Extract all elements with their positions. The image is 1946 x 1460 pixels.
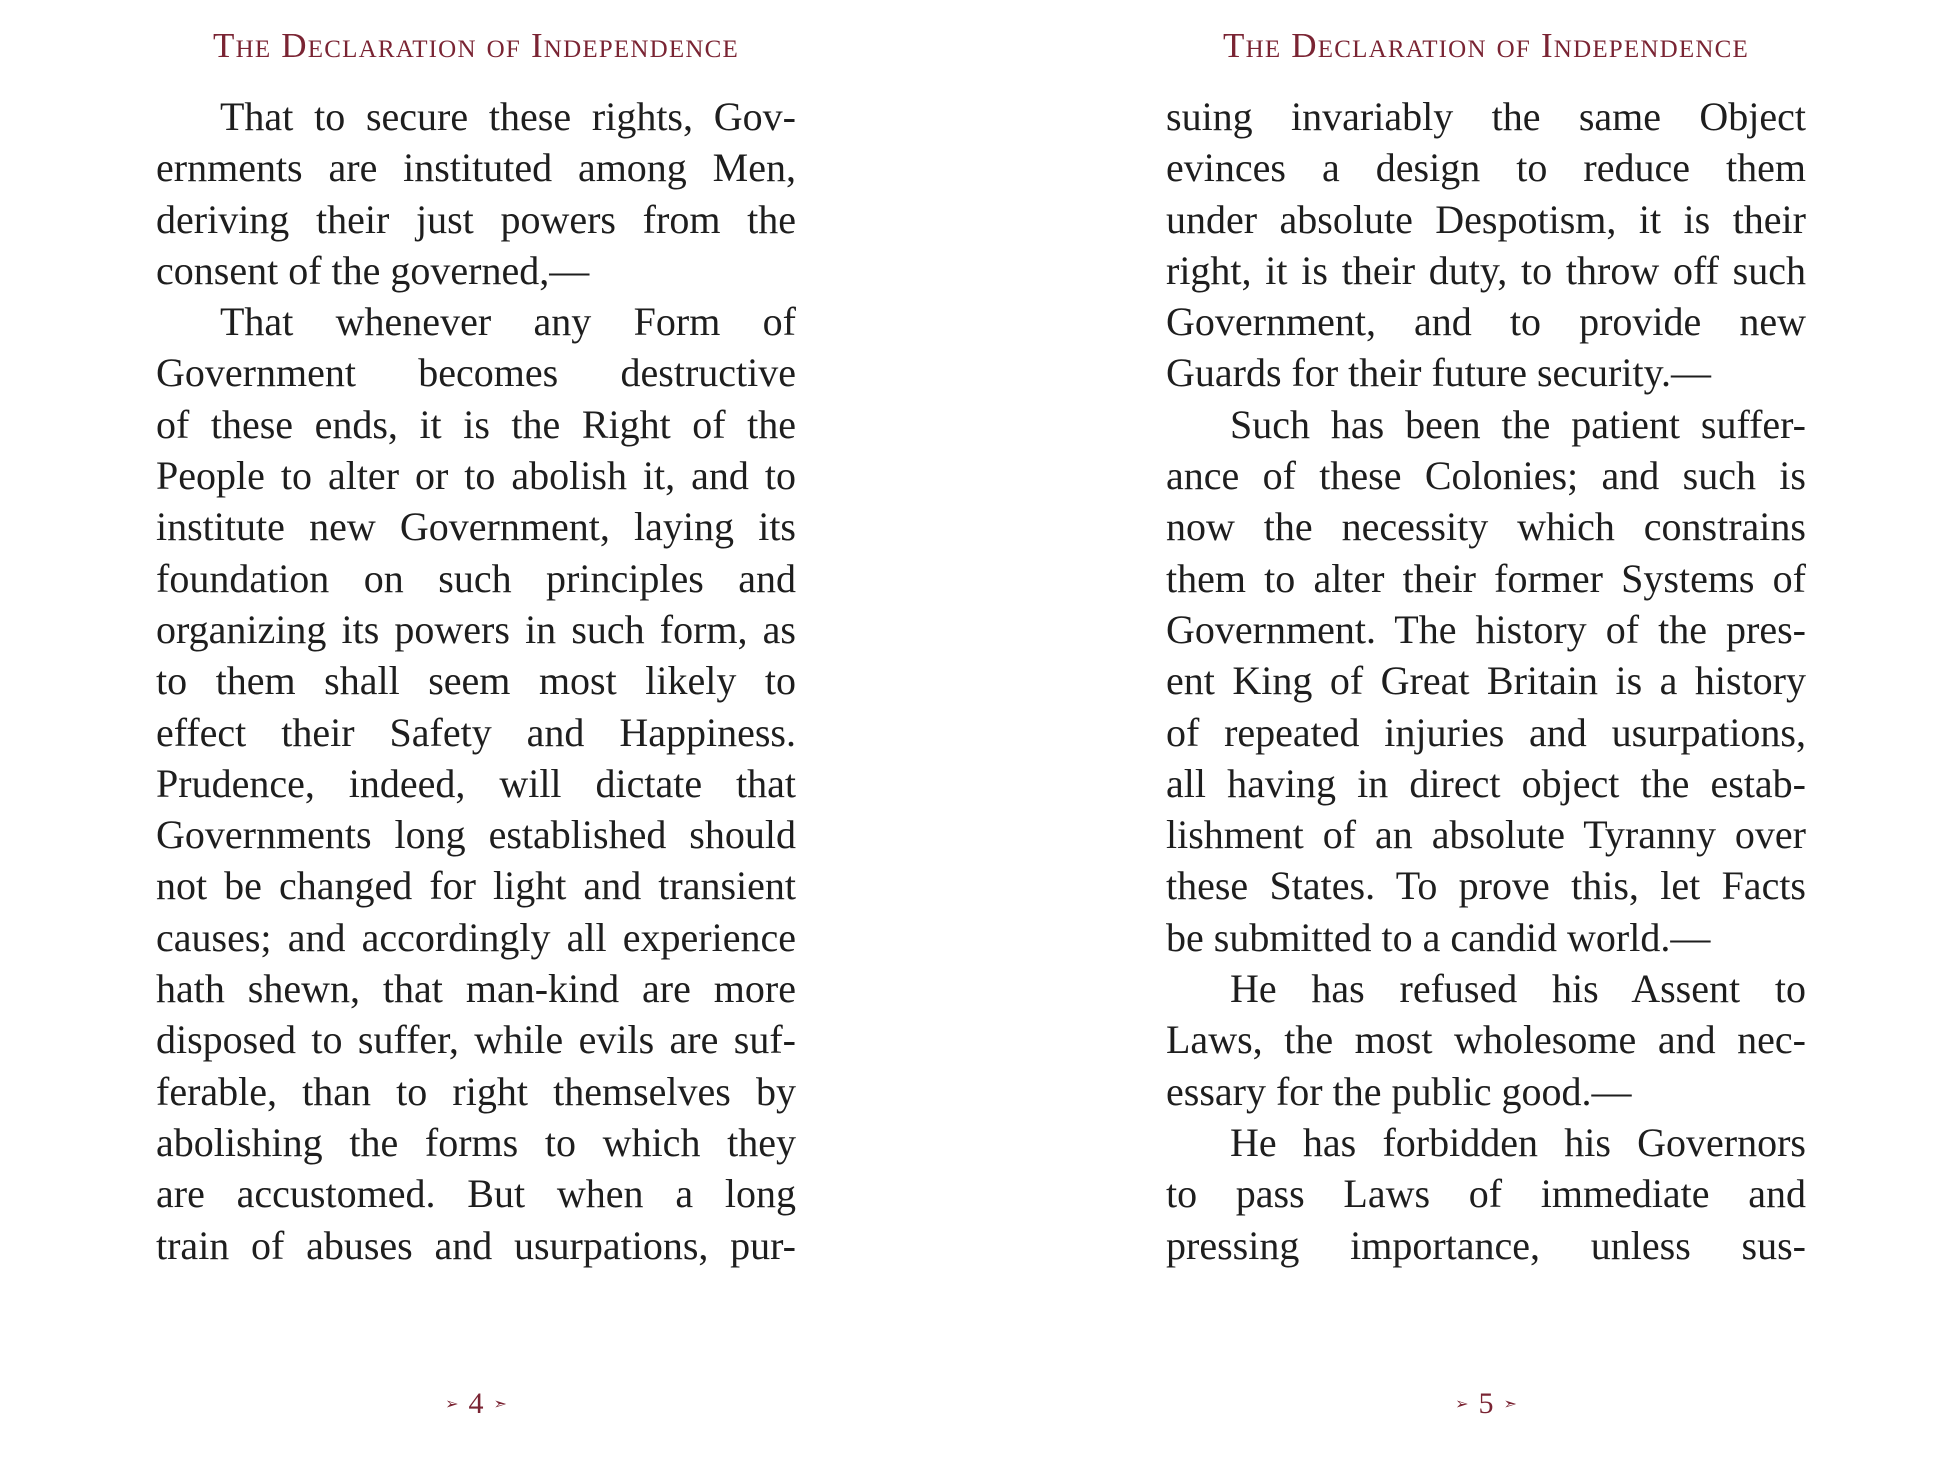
text-line: ance of these Colonies; and such is	[1166, 453, 1806, 499]
text-line: Prudence, indeed, will dictate that	[156, 760, 796, 806]
text-line: He has refused his Assent to	[1230, 966, 1806, 1012]
text-line: of repeated injuries and usurpations,	[1166, 709, 1806, 755]
text-line: Guards for their future security.—	[1166, 350, 1711, 396]
right-arrow-ornament-icon: ➣	[1503, 1394, 1517, 1413]
text-line: causes; and accordingly all experience	[156, 914, 796, 960]
right-page	[1166, 0, 1806, 1460]
text-line: Government, and to provide new	[1166, 299, 1806, 345]
text-line: Governments long established should	[156, 812, 796, 858]
text-line: essary for the public good.—	[1166, 1068, 1632, 1114]
text-line: of these ends, it is the Right of the	[156, 401, 796, 447]
text-line: disposed to suffer, while evils are suf-	[156, 1017, 796, 1063]
text-line: hath shewn, that man-kind are more	[156, 966, 796, 1012]
text-line: be submitted to a candid world.—	[1166, 914, 1711, 960]
text-line: pressing importance, unless sus-	[1166, 1222, 1806, 1268]
text-line: not be changed for light and transient	[156, 863, 796, 909]
text-line: abolishing the forms to which they	[156, 1119, 796, 1165]
text-line: foundation on such principles and	[156, 555, 796, 601]
text-line: consent of the governed,—	[156, 247, 590, 293]
text-line: ferable, than to right themselves by	[156, 1068, 796, 1114]
page-number-footer	[156, 1386, 796, 1422]
page-number: 5	[1478, 1387, 1494, 1420]
text-line: them to alter their former Systems of	[1166, 555, 1806, 601]
text-line: organizing its powers in such form, as	[156, 606, 796, 652]
left-page	[156, 0, 796, 1460]
text-line: to pass Laws of immediate and	[1166, 1171, 1806, 1217]
right-arrow-ornament-icon: ➣	[493, 1394, 507, 1413]
text-line: train of abuses and usurpations, pur-	[156, 1222, 796, 1268]
text-line: Such has been the patient suffer-	[1230, 401, 1806, 447]
text-line: all having in direct object the estab-	[1166, 760, 1806, 806]
text-line: ernments are instituted among Men,	[156, 145, 796, 191]
running-head: The Declaration of Independence	[213, 26, 739, 65]
text-line: right, it is their duty, to throw off such	[1166, 247, 1806, 293]
text-line: Government becomes destructive	[156, 350, 796, 396]
page-number: 4	[468, 1387, 484, 1420]
text-line: are accustomed. But when a long	[156, 1171, 796, 1217]
text-line: deriving their just powers from the	[156, 196, 796, 242]
text-line: these States. To prove this, let Facts	[1166, 863, 1806, 909]
text-line: People to alter or to abolish it, and to	[156, 453, 796, 499]
body-text	[1166, 91, 1806, 1271]
left-arrow-ornament-icon: ➢	[445, 1394, 459, 1413]
text-line: evinces a design to reduce them	[1166, 145, 1806, 191]
body-text	[156, 91, 796, 1271]
running-head: The Declaration of Independence	[1223, 26, 1749, 65]
text-line: under absolute Despotism, it is their	[1166, 196, 1806, 242]
text-line: Government. The history of the pres-	[1166, 606, 1806, 652]
text-line: suing invariably the same Object	[1166, 94, 1806, 139]
text-line: lishment of an absolute Tyranny over	[1166, 812, 1806, 858]
text-line: ent King of Great Britain is a history	[1166, 658, 1806, 704]
text-line: That whenever any Form of	[220, 299, 796, 345]
text-line: institute new Government, laying its	[156, 504, 796, 550]
left-arrow-ornament-icon: ➢	[1455, 1394, 1469, 1413]
text-line: That to secure these rights, Gov-	[220, 94, 796, 139]
page-number-footer	[1166, 1386, 1806, 1422]
text-line: effect their Safety and Happiness.	[156, 709, 796, 755]
text-line: now the necessity which constrains	[1166, 504, 1806, 550]
text-line: He has forbidden his Governors	[1230, 1119, 1806, 1165]
text-line: Laws, the most wholesome and nec-	[1166, 1017, 1806, 1063]
text-line: to them shall seem most likely to	[156, 658, 796, 704]
